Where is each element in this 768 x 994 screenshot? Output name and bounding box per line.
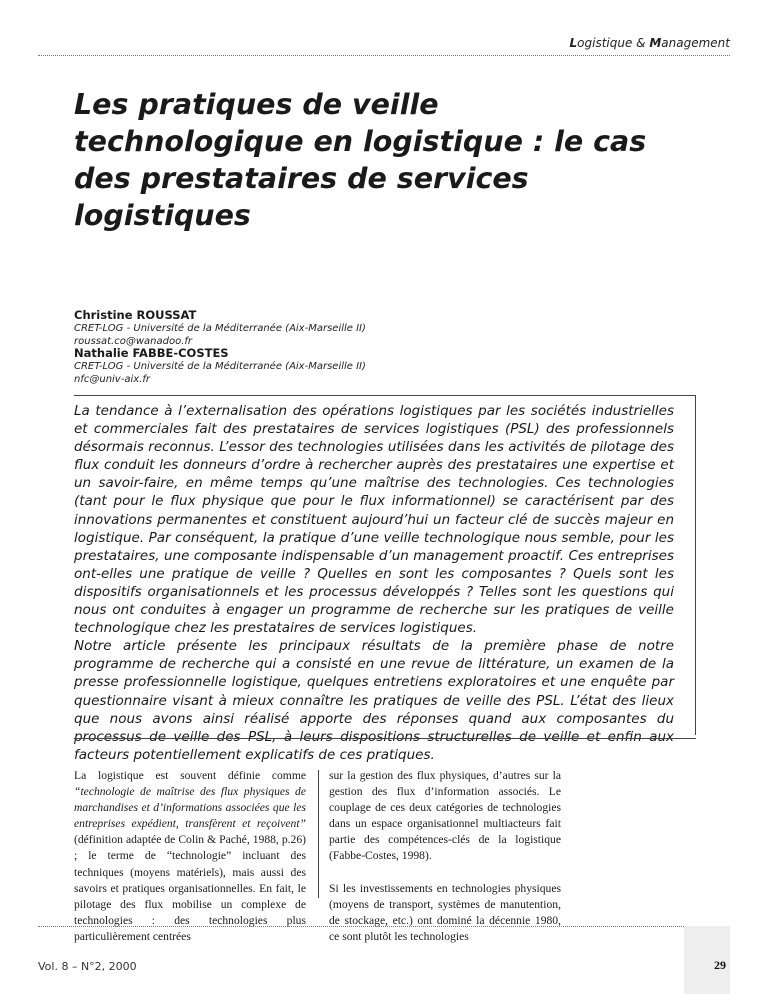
column-separator	[318, 770, 319, 898]
footer-divider	[38, 926, 730, 927]
article-title: Les pratiques de veille technologique en logistique : le cas des prestataires de services logistiques	[74, 88, 647, 232]
page-number: 29	[714, 958, 726, 972]
volume-info: Vol. 8 – N°2, 2000	[38, 960, 137, 973]
body-paragraph: sur la gestion des flux physiques, d’autres sur la gestion des flux d’information associés. Le couplage de ces deux catégories de technologies dans un espace organisationnel multiacteurs fait partie des compétences-clés de la logistique (Fabbe-Costes, 1998).	[329, 769, 561, 863]
abstract-bottom-rule	[74, 738, 696, 739]
body-paragraph: Si les investissements en technologies physiques (moyens de transport, systèmes de manutention, de stockage, etc.) ont dominé la décennie 1980, ce sont plutôt les technologies	[329, 881, 561, 943]
definition-quote: “technologie de maîtrise des flux physiques de marchandises et d’informations associées que les entreprises expédient, transfèrent et reçoivent”	[74, 785, 306, 831]
header-divider	[38, 55, 730, 56]
author-email: nfc@univ-aix.fr	[74, 373, 150, 385]
author-name: Nathalie FABBE-COSTES	[74, 346, 229, 360]
body-paragraph: La logistique est souvent définie comme “technologie de maîtrise des flux physiques de marchandises et d’informations associées que les entreprises expédient, transfèrent et reçoivent” (définition adaptée de Colin & Paché, 1988, p.26) ; le terme de “technologie” incluant des techniques (moyens matériels), mais aussi des savoirs et pratiques organisationnelles. En fait, le pilotage des flux mobilise un complexe de technologies : des technologies plus particulièrement centrées	[74, 769, 306, 943]
body-column-left	[74, 768, 306, 945]
author-block-2	[74, 346, 614, 386]
abstract-paragraph: Notre article présente les principaux résultats de la première phase de notre programme de recherche qui a consisté en une revue de littérature, un examen de la presse professionnelle logistique, quelques entretiens exploratoires et une enquête par questionnaire visant à mieux connaître les pratiques de veille des PSL. L’état des lieux que nous avons ainsi réalisé apporte des réponses quand aux composantes du processus de veille des PSL, à leurs dispositions structurelles de veille et enfin aux facteurs potentiellement explicatifs de ces pratiques.	[74, 638, 674, 763]
author-email: roussat.co@wanadoo.fr	[74, 335, 192, 347]
abstract-top-rule	[74, 395, 696, 396]
abstract-paragraph: La tendance à l’externalisation des opérations logistiques par les sociétés industrielles et commerciales fait des prestataires de services logistiques (PSL) des professionnels désormais reconnus. L’essor des technologies utilisées dans les activités de pilotage des flux conduit les donneurs d’ordre à rechercher auprès des prestataires une expertise et un savoir-faire, en même temps qu’une maîtrise des technologies. Ces technologies (tant pour le flux physique que pour le flux informationnel) se caractérisent par des innovations permanentes et constituent aujourd’hui un facteur clé de succès majeur en logistique. Par conséquent, la pratique d’une veille technologique nous semble, pour les prestataires, une composante indispensable d’un management proactif. Ces entreprises ont-elles une pratique de veille ? Quelles en sont les composantes ? Quels sont les dispositifs organisationnels et les processus développés ? Telles sont les questions qui nous ont conduites à engager un programme de recherche sur les pratiques de veille technologique chez les prestataires de services logistiques.	[74, 403, 674, 637]
abstract-side-rule	[695, 395, 696, 735]
author-block-1	[74, 308, 614, 348]
author-affiliation: CRET-LOG - Université de la Méditerranée (Aix-Marseille II)	[74, 361, 366, 372]
author-name: Christine ROUSSAT	[74, 308, 197, 322]
abstract	[74, 402, 674, 764]
body-column-right	[329, 768, 561, 945]
journal-running-head: Logistique & Management	[569, 36, 730, 50]
author-affiliation: CRET-LOG - Université de la Méditerranée (Aix-Marseille II)	[74, 323, 366, 334]
